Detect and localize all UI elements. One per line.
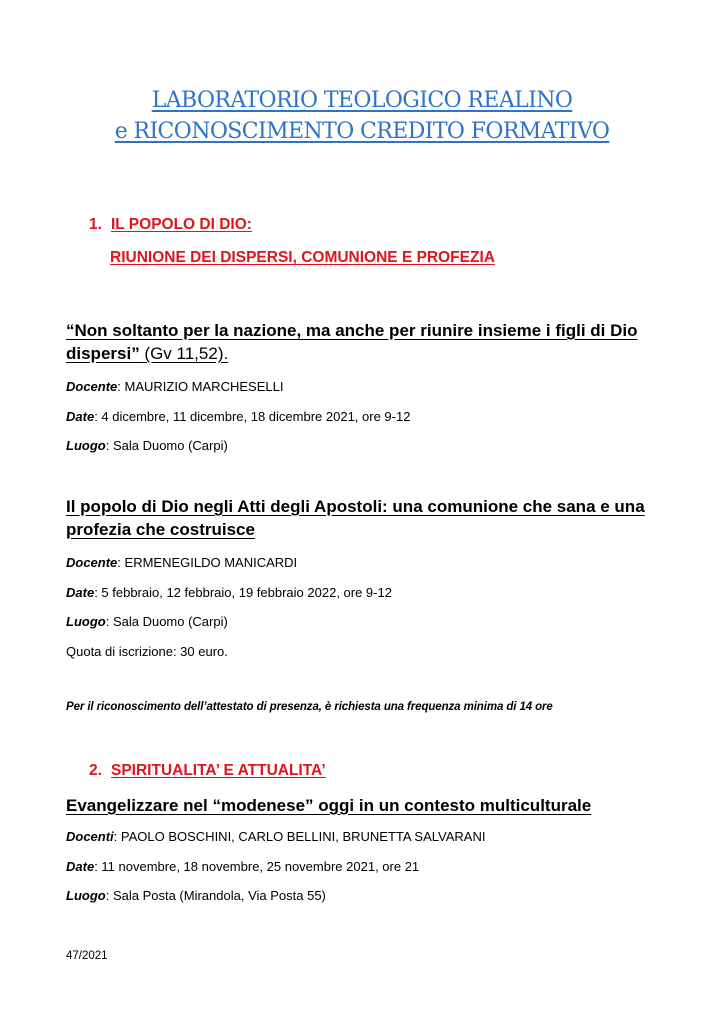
course-3-title: Evangelizzare nel “modenese” oggi in un contesto multiculturale xyxy=(66,796,592,815)
section-2-heading xyxy=(89,762,326,780)
docente-value: : ERMENEGILDO MANICARDI xyxy=(117,555,298,570)
course-3-date xyxy=(66,859,419,874)
course-1-date xyxy=(66,409,410,424)
luogo-label: Luogo xyxy=(66,438,106,453)
footer-code: 47/2021 xyxy=(66,950,108,962)
course-1-reference: (Gv 11,52). xyxy=(139,344,229,363)
course-1-docente xyxy=(66,379,283,394)
course-2-title: Il popolo di Dio negli Atti degli Apostoli: una comunione che sana e una profezia che costruisce xyxy=(66,497,645,539)
course-3-luogo xyxy=(66,888,326,903)
course-2-docente xyxy=(66,555,297,570)
date-label: Date xyxy=(66,859,95,874)
course-2-date xyxy=(66,585,392,600)
luogo-label: Luogo xyxy=(66,888,106,903)
luogo-value: : Sala Duomo (Carpi) xyxy=(105,614,228,629)
date-label: Date xyxy=(66,409,95,424)
section-1-heading xyxy=(89,216,252,234)
course-1-title xyxy=(66,319,656,365)
section-1-subheading: RIUNIONE DEI DISPERSI, COMUNIONE E PROFEZIA xyxy=(110,249,495,266)
course-1-title-text: “Non soltanto per la nazione, ma anche per riunire insieme i figli di Dio dispersi” xyxy=(66,321,638,363)
date-value: : 5 febbraio, 12 febbraio, 19 febbraio 2022, ore 9-12 xyxy=(94,585,392,600)
date-label: Date xyxy=(66,585,95,600)
date-value: : 11 novembre, 18 novembre, 25 novembre 2021, ore 21 xyxy=(94,859,420,874)
luogo-value: : Sala Posta (Mirandola, Via Posta 55) xyxy=(105,888,326,903)
course-2-luogo xyxy=(66,614,228,629)
attendance-note: Per il riconoscimento dell’attestato di presenza, è richiesta una frequenza minima di 14 ore xyxy=(66,701,553,713)
section-1-number: 1. xyxy=(89,216,102,233)
date-value: : 4 dicembre, 11 dicembre, 18 dicembre 2021, ore 9-12 xyxy=(94,409,411,424)
docenti-value: : PAOLO BOSCHINI, CARLO BELLINI, BRUNETTA SALVARANI xyxy=(113,829,486,844)
document-title-line-2: e RICONOSCIMENTO CREDITO FORMATIVO xyxy=(114,119,610,144)
section-1-heading-text: IL POPOLO DI DIO: xyxy=(111,216,252,233)
docente-value: : MAURIZIO MARCHESELLI xyxy=(117,379,284,394)
course-2-fee: Quota di iscrizione: 30 euro. xyxy=(66,644,228,659)
section-2-heading-text: SPIRITUALITA’ E ATTUALITA’ xyxy=(111,762,326,779)
course-1-luogo xyxy=(66,438,228,453)
docente-label: Docente xyxy=(66,379,118,394)
document-title-line-1: LABORATORIO TEOLOGICO REALINO xyxy=(151,88,573,113)
section-2-number: 2. xyxy=(89,762,102,779)
docente-label: Docente xyxy=(66,555,118,570)
course-3-docenti xyxy=(66,829,485,844)
luogo-label: Luogo xyxy=(66,614,106,629)
docenti-label: Docenti xyxy=(66,829,114,844)
luogo-value: : Sala Duomo (Carpi) xyxy=(105,438,228,453)
